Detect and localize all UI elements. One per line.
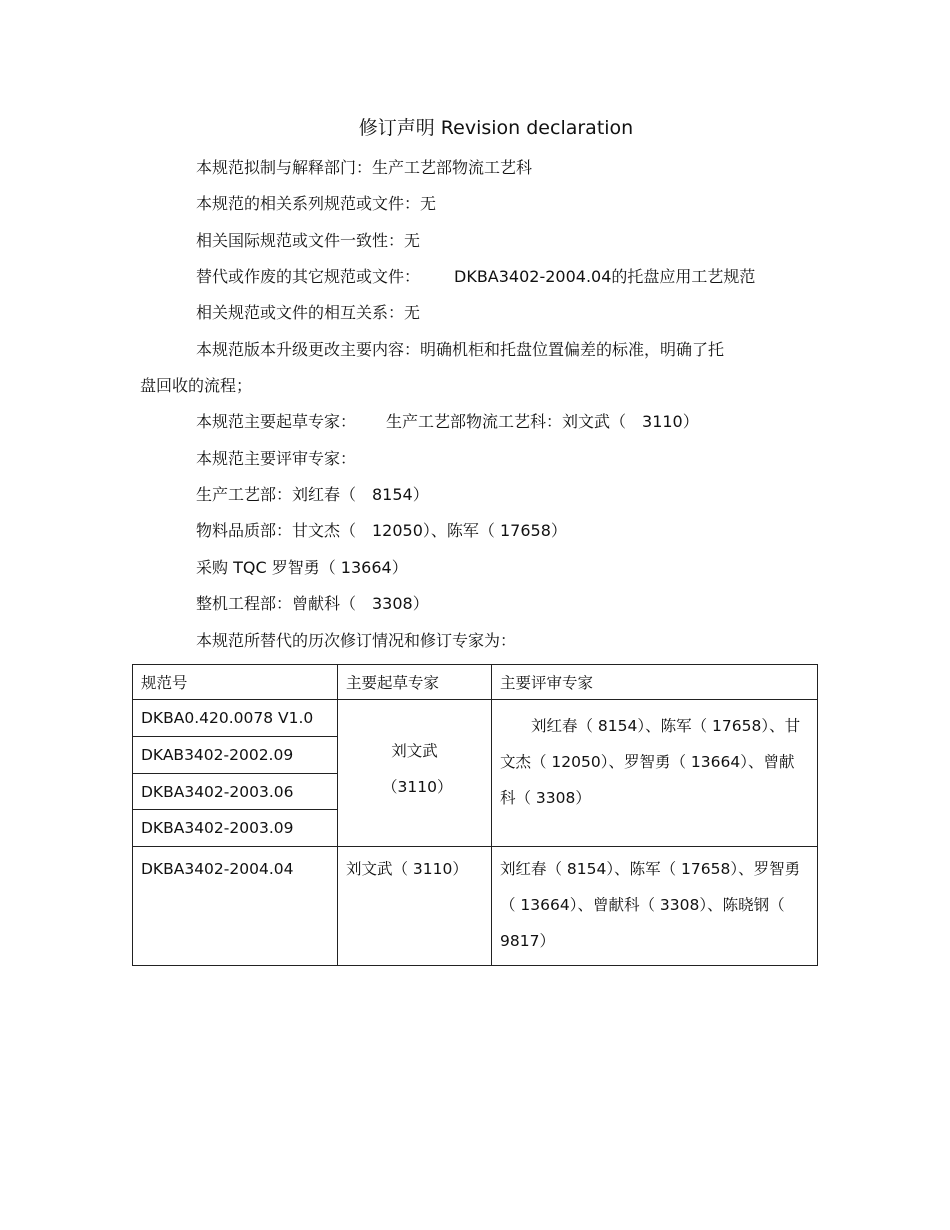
code-cell: DKBA0.420.0078 V1.0 [133,700,338,737]
code-cell: DKBA3402-2004.04 [133,847,338,966]
reviewers-label-line: 本规范主要评审专家： [196,449,357,468]
group-drafter-name: 刘文武 [391,742,438,760]
header-cell-code: 规范号 [133,665,338,700]
reviewer-line-4: 整机工程部：曾献科（ 3308） [196,594,429,613]
code-cell: DKBA3402-2003.06 [133,773,338,810]
table-row [133,700,818,737]
code-cell: DKAB3402-2002.09 [133,736,338,773]
reviewer-line-2: 物料品质部：甘文杰（ 12050）、陈军（ 17658） [196,521,567,540]
reviewer-line-3: 采购 TQC 罗智勇（ 13664） [196,558,408,577]
replaced-value: DKBA3402-2004.04的托盘应用工艺规范 [454,267,756,286]
header-cell-drafter: 主要起草专家 [338,665,492,700]
revision-history-table [132,664,818,966]
changes-line-1: 本规范版本升级更改主要内容：明确机柜和托盘位置偏差的标准，明确了托 [196,340,725,359]
reviewer-line-1: 生产工艺部：刘红春（ 8154） [196,485,429,504]
code-cell: DKBA3402-2003.09 [133,810,338,847]
page-title: 修订声明 Revision declaration [358,117,634,139]
intl-consistency-line: 相关国际规范或文件一致性：无 [196,231,421,250]
changes-line-2: 盘回收的流程； [140,376,253,395]
dept-line: 本规范拟制与解释部门：生产工艺部物流工艺科 [196,158,533,177]
replaced-line [196,266,755,288]
header-cell-reviewers: 主要评审专家 [492,665,818,700]
group-drafter-cell [338,700,492,847]
table-header-row [133,665,818,700]
related-series-line: 本规范的相关系列规范或文件：无 [196,194,437,213]
table-row [133,847,818,966]
drafter-label: 本规范主要起草专家： [196,412,357,431]
group-drafter-id: （3110） [382,778,453,796]
drafter-line [196,411,699,433]
reviewers-cell: 刘红春（ 8154）、陈军（ 17658）、罗智勇（ 13664）、曾献科（ 3308）、陈晓钢（ 9817） [492,847,818,966]
mutual-relation-line: 相关规范或文件的相互关系：无 [196,303,421,322]
drafter-value: 生产工艺部物流工艺科：刘文武（ 3110） [386,412,699,431]
group-reviewers-cell: 刘红春（ 8154）、陈军（ 17658）、甘文杰（ 12050）、罗智勇（ 13664）、曾献科（ 3308） [492,700,818,847]
drafter-cell: 刘文武（ 3110） [338,847,492,966]
history-intro-line: 本规范所替代的历次修订情况和修订专家为： [196,631,517,650]
replaced-label: 替代或作废的其它规范或文件： [196,267,421,286]
